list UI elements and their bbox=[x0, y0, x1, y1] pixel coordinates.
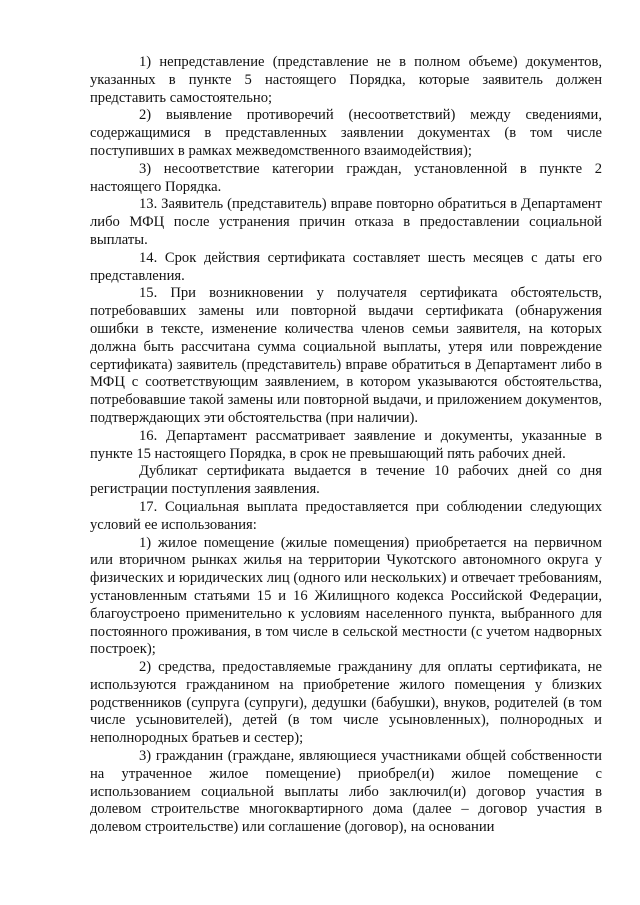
paragraph-clause-3: 3) несоответствие категории граждан, установленной в пункте 2 настоящего Порядка. bbox=[90, 160, 602, 195]
paragraph-clause-2: 2) выявление противоречий (несоответствий) между сведениями, содержащимися в представленных заявлении документах (в том числе поступивших в рамках межведомственного взаимодействия); bbox=[90, 107, 602, 159]
paragraph-item-15: 15. При возникновении у получателя сертификата обстоятельств, потребовавших замены или повторной выдачи сертификата (обнаружения ошибки в тексте, изменение количества членов семьи заявителя, на которых должна быть рассчитана сумма социальной выплаты, утеря или повреждение сертификата) заявитель (представитель) вправе обратиться в Департамент либо в МФЦ с соответствующим заявлением, в котором указываются обстоятельства, потребовавшие такой замены или повторной выдачи, и приложением документов, подтверждающих эти обстоятельства (при наличии). bbox=[90, 285, 602, 426]
paragraph-item-17: 17. Социальная выплата предоставляется при соблюдении следующих условий ее использования: bbox=[90, 498, 602, 533]
paragraph-item-14: 14. Срок действия сертификата составляет шесть месяцев с даты его представления. bbox=[90, 249, 602, 284]
paragraph-clause-1: 1) непредставление (представление не в полном объеме) документов, указанных в пункте 5 настоящего Порядка, которые заявитель должен представить самостоятельно; bbox=[90, 54, 602, 106]
paragraph-condition-3: 3) гражданин (граждане, являющиеся участниками общей собственности на утраченное жилое помещение) приобрел(и) жилое помещение с использованием социальной выплаты либо заключил(и) договор участия в долевом строительстве многоквартирного дома (далее – договор участия в долевом строительстве) или соглашение (договор), на основании bbox=[90, 748, 602, 836]
paragraph-duplicate: Дубликат сертификата выдается в течение 10 рабочих дней со дня регистрации поступления заявления. bbox=[90, 463, 602, 498]
paragraph-item-16: 16. Департамент рассматривает заявление и документы, указанные в пункте 15 настоящего Порядка, в срок не превышающий пять рабочих дней. bbox=[90, 427, 602, 462]
paragraph-condition-2: 2) средства, предоставляемые гражданину для оплаты сертификата, не используются гражданином на приобретение жилого помещения у близких родственников (супруга (супруги), дедушки (бабушки), внуков, родителей (в том числе усыновителей), детей (в том числе усыновленных), полнородных и неполнородных братьев и сестер); bbox=[90, 659, 602, 747]
paragraph-item-13: 13. Заявитель (представитель) вправе повторно обратиться в Департамент либо МФЦ после устранения причин отказа в предоставлении социальной выплаты. bbox=[90, 196, 602, 248]
paragraph-condition-1: 1) жилое помещение (жилые помещения) приобретается на первичном или вторичном рынках жилья на территории Чукотского автономного округа у физических и юридических лиц (одного или нескольких) и отвечает требованиям, установленным статьями 15 и 16 Жилищного кодекса Российской Федерации, благоустроено применительно к условиям населенного пункта, выбранного для постоянного проживания, в том числе в сельской местности (с учетом надворных построек); bbox=[90, 534, 602, 658]
document-page bbox=[90, 54, 602, 837]
